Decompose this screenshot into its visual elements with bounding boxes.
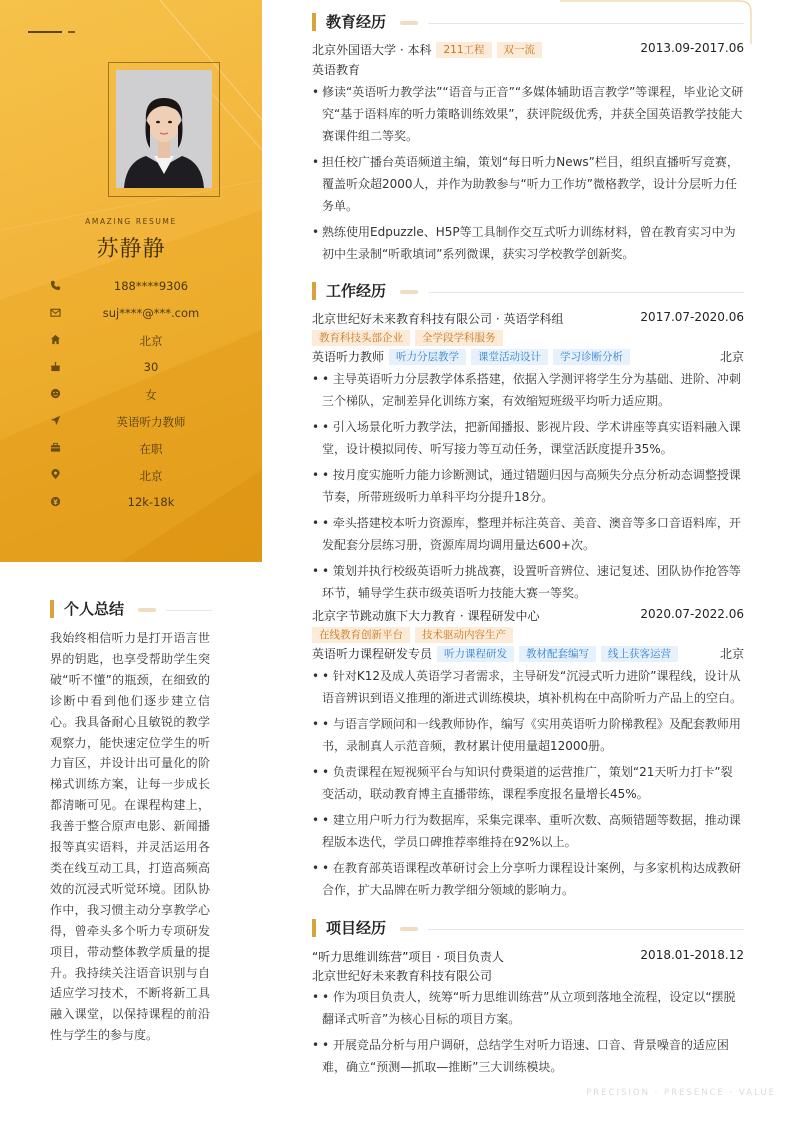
position-value: 英语听力教师: [116, 415, 186, 429]
list-item: • • 建立用户听力行为数据库，采集完课率、重听次数、高频错题等数据，推动课程版本迭代，学员口碑推荐率维持在92%以上。: [312, 809, 744, 853]
summary-heading: [50, 599, 212, 619]
age-value: 30: [143, 360, 159, 374]
job-entry: [312, 310, 744, 608]
company-name: 北京字节跳动旗下大力教育 · 课程研发中心: [312, 609, 540, 623]
portrait-illustration: [116, 70, 212, 188]
role-row: [312, 645, 744, 665]
education-date: 2013.09-2017.06: [640, 41, 744, 55]
gender-value: 女: [145, 388, 157, 402]
project-name: “听力思维训练营”项目 · 项目负责人: [312, 950, 504, 964]
org-tags-row: [312, 627, 744, 645]
summary-title: 个人总结: [64, 600, 125, 618]
org-tag: 在线教育创新平台: [312, 627, 410, 643]
heading-line: [428, 23, 744, 24]
summary-text: 我始终相信听力是打开语言世界的钥匙，也享受帮助学生突破“听不懂”的瓶颈，在细致的诊断中看到他们逐步建立信心。我具备耐心且敏锐的教学观察力，能快速定位学生的听力盲区，并设计出可量化的阶梯式训练方案，让每一步成长都清晰可见。在课程构建上，我善于整合原声电影、新闻播报等真实语料，并灵活运用各类在线互动工具，打造高频高效的沉浸式听觉环境。团队协作中，我习惯主动分享教学心得，曾牵头多个听力专项研发项目，带动整体教学质量的提升。我持续关注语音识别与自适应学习技术，不断将新工具融入课堂，以保持课程的前沿性与学生的参与度。: [50, 631, 210, 1043]
profile-sidebar: [0, 0, 262, 562]
heading-accent-bar: [312, 919, 316, 937]
status-value: 在职: [139, 442, 163, 456]
role-tag: 课堂活动设计: [471, 349, 548, 365]
project-date: 2018.01-2018.12: [640, 948, 744, 962]
org-tags-row: [312, 330, 744, 348]
school-tag: 双一流: [497, 42, 543, 58]
info-position: [0, 411, 262, 438]
list-item: • • 主导英语听力分层教学体系搭建，依据入学测评将学生分为基础、进阶、冲刺三个梯队，定制差异化训练方案，有效缩短班级平均听力适应期。: [312, 368, 744, 412]
org-tag: 教育科技头部企业: [312, 330, 410, 346]
job-date: 2017.07-2020.06: [640, 310, 744, 324]
role-tag: 线上获客运营: [601, 646, 678, 662]
info-age: [0, 357, 262, 384]
heading-accent-bar: [312, 13, 316, 31]
role-tag: 教材配套编写: [519, 646, 596, 662]
education-title: 教育经历: [326, 13, 387, 31]
heading-pill: [400, 21, 418, 25]
job-entry: [312, 607, 744, 905]
school-tag: 211工程: [436, 42, 491, 58]
list-item: • • 负责课程在短视频平台与知识付费渠道的运营推广，策划“21天听力打卡”裂变活动，联动教育博主直播带练，课程季度报名量增长45%。: [312, 761, 744, 805]
home-value: 北京: [139, 334, 163, 348]
info-home: [0, 330, 262, 357]
projects-heading: [312, 918, 744, 938]
list-item: • • 开展竞品分析与用户调研，总结学生对听力语速、口音、背景噪音的适应困难，确立“预测—抓取—推断”三大训练模块。: [312, 1034, 744, 1078]
location-value: 北京: [139, 469, 163, 483]
info-location: [0, 465, 262, 492]
decorative-dash: [28, 31, 62, 33]
job-bullets: [312, 368, 744, 604]
heading-line: [428, 292, 744, 293]
job-date: 2020.07-2022.06: [640, 607, 744, 621]
org-tag: 技术驱动内容生产: [415, 627, 513, 643]
project-org: 北京世纪好未来教育科技有限公司: [312, 969, 493, 983]
resume-tagline: AMAZING RESUME: [85, 217, 177, 226]
job-city: 北京: [719, 350, 744, 364]
company-name: 北京世纪好未来教育科技有限公司 · 英语学科组: [312, 312, 564, 326]
list-item: • • 引入场景化听力教学法，把新闻播报、影视片段、学术讲座等真实语料融入课堂，设计模拟同传、听写接力等互动任务，课堂活跃度提升35%。: [312, 416, 744, 460]
salary-value: 12k-18k: [127, 495, 175, 509]
education-bullets: [312, 81, 744, 265]
projects-title: 项目经历: [326, 919, 387, 937]
role-row: [312, 348, 744, 368]
list-item: • 担任校广播台英语频道主编，策划“每日听力News”栏目，组织直播听写竞赛，覆盖听众超2000人，并作为助教参与“听力工作坊”微格教学，设计分层听力任务单。: [312, 151, 744, 217]
heading-accent-bar: [312, 282, 316, 300]
info-phone: [0, 276, 262, 303]
project-org-row: [312, 967, 744, 986]
list-item: • 熟练使用Edpuzzle、H5P等工具制作交互式听力训练材料，曾在教育实习中为初中生录制“听歌填词”系列微课，获实习学校教学创新奖。: [312, 221, 744, 265]
role-tag: 学习诊断分析: [553, 349, 630, 365]
heading-pill: [400, 927, 418, 931]
candidate-name: 苏静静: [96, 237, 166, 262]
project-entry: [312, 948, 744, 1082]
contact-info-list: [0, 276, 262, 519]
project-header-row: [312, 948, 744, 967]
major-row: [312, 61, 744, 81]
heading-accent-bar: [50, 600, 54, 618]
info-status: [0, 438, 262, 465]
list-item: • • 在教育部英语课程改革研讨会上分享听力课程设计案例，与多家机构达成教研合作，扩大品牌在听力教学细分领域的影响力。: [312, 857, 744, 901]
profile-photo: [116, 70, 212, 188]
heading-line: [166, 610, 212, 611]
list-item: • • 按月度实施听力能力诊断测试，通过错题归因与高频失分点分析动态调整授课节奏，所带班级听力单科平均分提升18分。: [312, 464, 744, 508]
heading-pill: [138, 608, 156, 612]
education-heading: [312, 12, 744, 32]
info-gender: [0, 384, 262, 411]
job-bullets: [312, 665, 744, 901]
list-item: • 修读“英语听力教学法”“语音与正音”“多媒体辅助语言教学”等课程，毕业论文研究“基于语料库的听力策略训练效果”，获评院级优秀，并获全国英语教学技能大赛课件组二等奖。: [312, 81, 744, 147]
heading-pill: [400, 290, 418, 294]
org-tag: 全学段学科服务: [415, 330, 503, 346]
education-entry: [312, 41, 744, 269]
work-title: 工作经历: [326, 282, 387, 300]
job-city: 北京: [719, 647, 744, 661]
info-email: [0, 303, 262, 330]
school-name: 北京外国语大学 · 本科: [312, 43, 432, 57]
work-heading: [312, 281, 744, 301]
list-item: • • 与语言学顾问和一线教师协作，编写《实用英语听力阶梯教程》及配套教师用书，录制真人示范音频，教材累计使用量超12000册。: [312, 713, 744, 757]
email-value: suj****@***.com: [102, 306, 200, 320]
list-item: • • 作为项目负责人，统筹“听力思维训练营”从立项到落地全流程，设定以“摆脱翻译式听音”为核心目标的项目方案。: [312, 986, 744, 1030]
role-tag: 听力课程研发: [437, 646, 514, 662]
footer-watermark: PRECISION · PRESENCE · VALUE: [586, 1088, 776, 1098]
job-header-row: [312, 310, 744, 330]
major: 英语教育: [312, 63, 361, 77]
project-bullets: [312, 986, 744, 1078]
list-item: • • 牵头搭建校本听力资源库，整理并标注英音、美音、澳音等多口音语料库，开发配套分层练习册，资源库周均调用量达600+次。: [312, 512, 744, 556]
job-role: 英语听力课程研发专员: [312, 647, 433, 661]
education-header-row: [312, 41, 744, 61]
info-salary: [0, 492, 262, 519]
decorative-dot: [68, 31, 75, 33]
job-header-row: [312, 607, 744, 627]
phone-value: 188****9306: [113, 279, 189, 293]
role-tag: 听力分层教学: [389, 349, 466, 365]
heading-line: [428, 929, 744, 930]
job-role: 英语听力教师: [312, 350, 385, 364]
list-item: • • 针对K12及成人英语学习者需求，主导研发“沉浸式听力进阶”课程线，设计从语音辨识到语义推理的渐进式训练模块，填补机构在中高阶听力产品上的空白。: [312, 665, 744, 709]
list-item: • • 策划并执行校级英语听力挑战赛，设置听音辨位、速记复述、团队协作抢答等环节，辅导学生获市级英语听力技能大赛一等奖。: [312, 560, 744, 604]
